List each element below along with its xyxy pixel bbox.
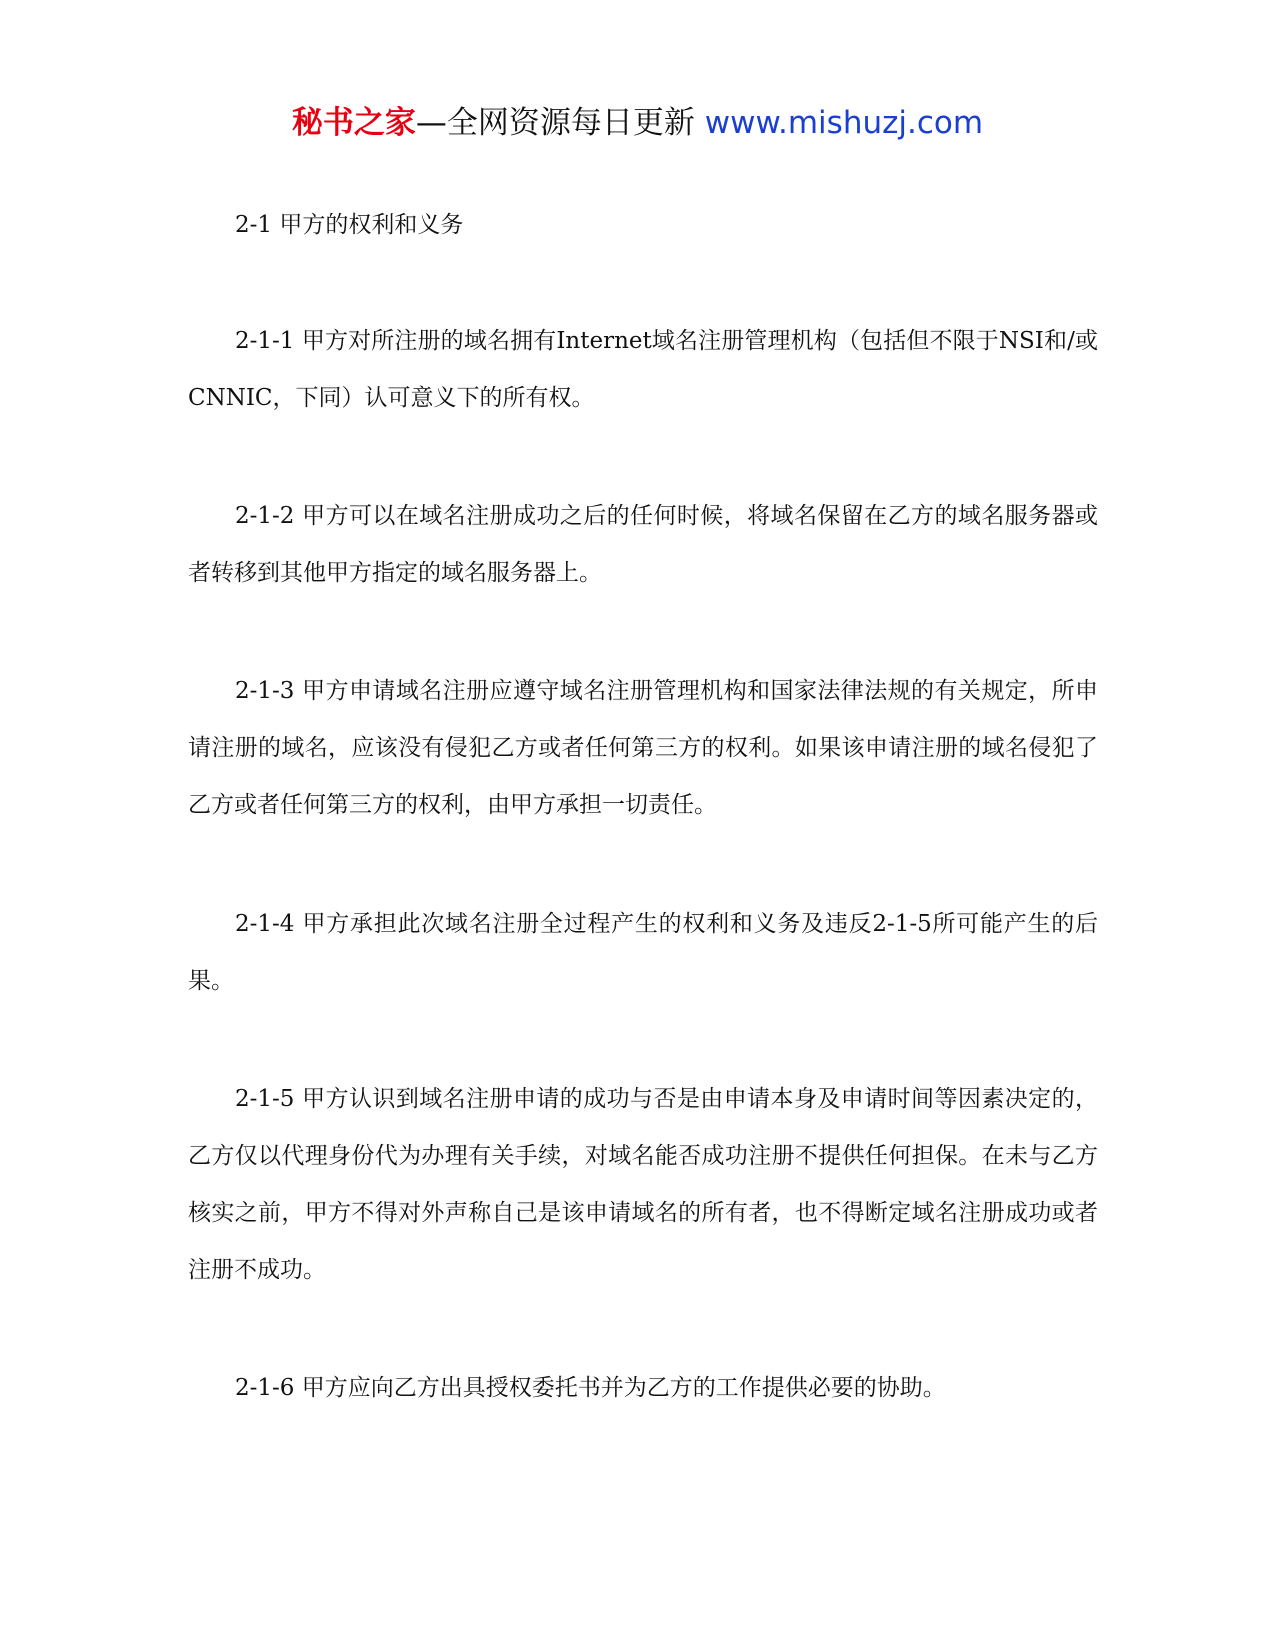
page-header bbox=[0, 103, 1275, 143]
clause-2-1-5: 2-1-5 甲方认识到域名注册申请的成功与否是由申请本身及申请时间等因素决定的，乙方仅以代理身份代为办理有关手续，对域名能否成功注册不提供任何担保。在未与乙方核实之前，甲方不得对外声称自己是该申请域名的所有者，也不得断定域名注册成功或者注册不成功。 bbox=[188, 1086, 1098, 1283]
clause-2-1-3: 2-1-3 甲方申请域名注册应遵守域名注册管理机构和国家法律法规的有关规定，所申请注册的域名，应该没有侵犯乙方或者任何第三方的权利。如果该申请注册的域名侵犯了乙方或者任何第三方的权利，由甲方承担一切责任。 bbox=[188, 678, 1098, 818]
section-heading: 2-1 甲方的权利和义务 bbox=[235, 212, 464, 238]
clause-2-1-6: 2-1-6 甲方应向乙方出具授权委托书并为乙方的工作提供必要的协助。 bbox=[235, 1375, 946, 1401]
website-link[interactable]: www.mishuzj.com bbox=[704, 105, 984, 141]
clause-2-1-1: 2-1-1 甲方对所注册的域名拥有Internet域名注册管理机构（包括但不限于NSI和/或CNNIC，下同）认可意义下的所有权。 bbox=[188, 328, 1098, 411]
brand-name: 秘书之家 bbox=[291, 105, 416, 141]
clause-2-1-2: 2-1-2 甲方可以在域名注册成功之后的任何时候，将域名保留在乙方的域名服务器或者转移到其他甲方指定的域名服务器上。 bbox=[188, 503, 1098, 586]
clause-2-1-4: 2-1-4 甲方承担此次域名注册全过程产生的权利和义务及违反2-1-5所可能产生的后果。 bbox=[188, 911, 1098, 994]
header-tagline: —全网资源每日更新 bbox=[415, 105, 705, 141]
